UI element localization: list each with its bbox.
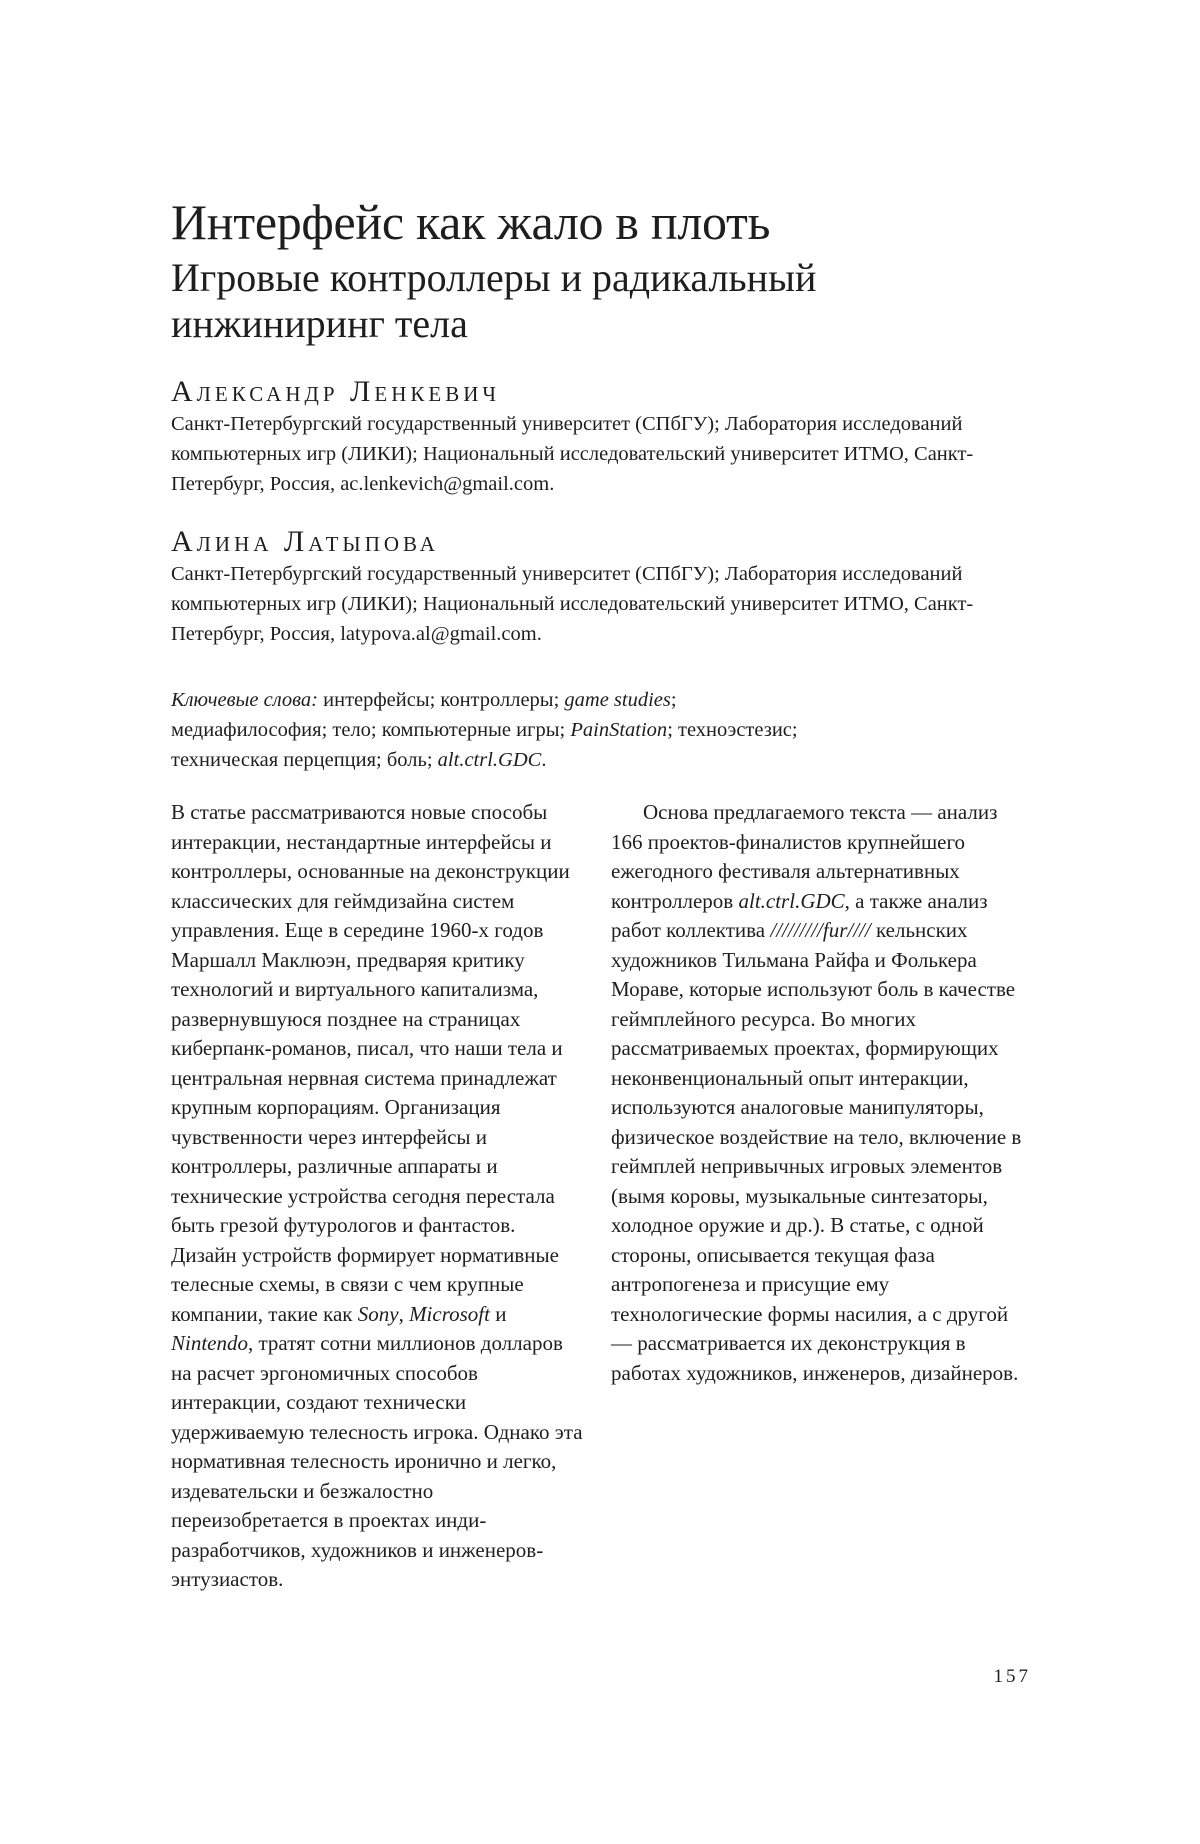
keywords-text: ; техноэстезис; техническая перцепция; боль; bbox=[171, 719, 798, 771]
abstract-text: и bbox=[489, 1301, 507, 1326]
abstract-text: В статье рассматриваются новые способы интеракции, нестандартные интерфейсы и контроллеры, основанные на деконструкции классических для геймдизайна систем управления. Еще в середине 1960-х годов Маршалл Маклюэн, предваряя критику технологий и виртуального капитализма, развернувшуюся позднее на страницах киберпанк-романов, писал, что наши тела и центральная нервная система принадлежат крупным корпорациям. Организация чувственности через интерфейсы и контроллеры, различные аппараты и технические устройства сегодня перестала быть грезой футурологов и фантастов. Дизайн устройств формирует нормативные телесные схемы, в связи с чем крупные компании, такие как bbox=[171, 800, 570, 1326]
author-affiliation-2: Санкт-Петербургский государственный университет (СПбГУ); Лаборатория исследований компьютерных игр (ЛИКИ); Национальный исследовательский университет ИТМО, Санкт-Петербург, Россия, latypova.al@gmail.com. bbox=[171, 563, 974, 645]
company-name: Nintendo bbox=[171, 1331, 248, 1355]
abstract-paragraph-2 bbox=[611, 798, 1026, 1388]
keywords bbox=[171, 685, 811, 775]
company-name: Sony bbox=[357, 1301, 399, 1326]
abstract-text: кельнских художников Тильмана Райфа и Фолькера Мораве, которые используют боль в качестве геймплейного ресурса. Во многих рассматриваемых проектах, формирующих неконвенциональный опыт интеракции, используются аналоговые манипуляторы, физическое воздействие на тело, включение в геймплей непривычных игровых элементов (вымя коровы, музыкальные синтезаторы, холодное оружие и др.). В статье, с одной стороны, описывается текущая фаза антропогенеза и присущие ему технологические формы насилия, а с другой — рассматривается их деконструкция в работах художников, инженеров, дизайнеров. bbox=[611, 918, 1022, 1385]
keywords-text: ; медиафилософия; тело; компьютерные игры; bbox=[171, 689, 677, 741]
article-title: Интерфейс как жало в плоть bbox=[171, 194, 771, 250]
abstract-text: , bbox=[398, 1301, 410, 1326]
festival-name: alt.ctrl.GDC bbox=[738, 888, 845, 913]
keywords-text: . bbox=[541, 749, 547, 771]
page-number: 157 bbox=[993, 1666, 1031, 1687]
keywords-label: Ключевые слова: bbox=[171, 689, 318, 711]
author-affiliation-1: Санкт-Петербургский государственный университет (СПбГУ); Лаборатория исследований компьютерных игр (ЛИКИ); Национальный исследовательский университет ИТМО, Санкт-Петербург, Россия, ac.lenkevich@gmail.com. bbox=[171, 413, 974, 495]
keyword-italic: PainStation bbox=[570, 719, 668, 741]
keywords-text: интерфейсы; контроллеры; bbox=[318, 689, 565, 711]
abstract-paragraph-1 bbox=[171, 798, 586, 1595]
abstract-text: , тратят сотни миллионов долларов на расчет эргономичных способов интеракции, создают технически удерживаемую телесность игрока. Однако эта нормативная телесность иронично и легко, издевательски и безжалостно переизобретается в проектах инди-разработчиков, художников и инженеров-энтузиастов. bbox=[171, 1331, 583, 1591]
author-name-1: Александр Ленкевич bbox=[171, 375, 501, 408]
company-name: Microsoft bbox=[409, 1301, 490, 1326]
author-name-2: Алина Латыпова bbox=[171, 525, 439, 558]
collective-name: /////////fur//// bbox=[770, 918, 871, 942]
abstract-column-left bbox=[171, 798, 586, 1595]
keyword-italic: alt.ctrl.GDC bbox=[437, 749, 542, 771]
keyword-italic: game studies bbox=[564, 689, 671, 711]
abstract-text: Основа предлагаемого текста — анализ 166 проектов-финалистов крупнейшего ежегодного фестиваля альтернативных контроллеров bbox=[611, 800, 998, 913]
abstract-text: , а также анализ работ коллектива bbox=[611, 888, 988, 942]
abstract-column-right bbox=[611, 798, 1026, 1388]
article-subtitle: Игровые контроллеры и радикальный инжиниринг тела bbox=[171, 255, 817, 346]
